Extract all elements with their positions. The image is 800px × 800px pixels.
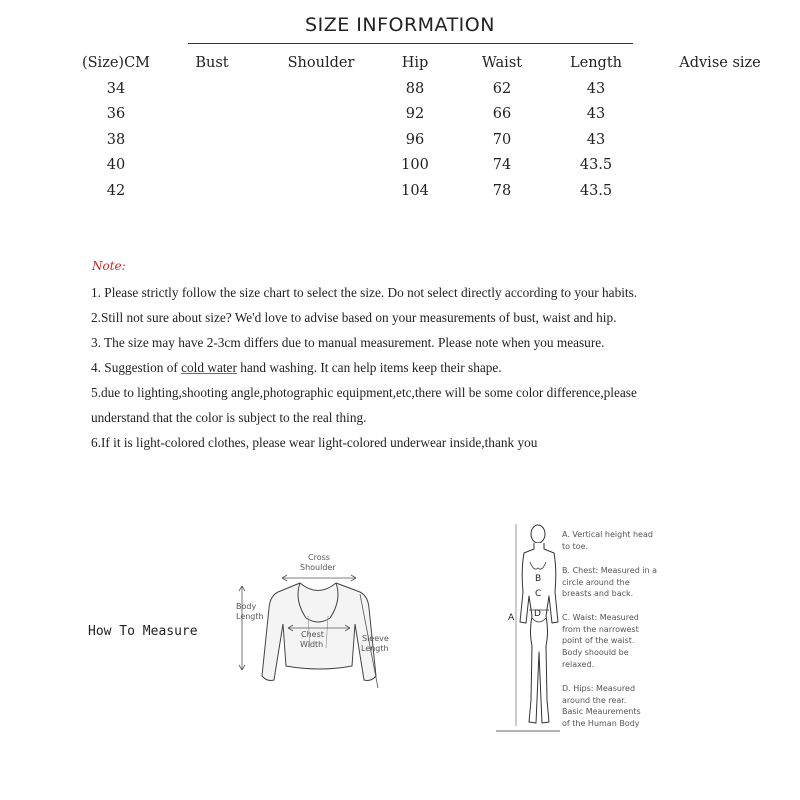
table-row — [0, 81, 800, 107]
measure-guide-d — [562, 683, 672, 730]
cell-waist: 62 — [492, 80, 512, 97]
label-chest: Chest — [301, 630, 324, 639]
note-item-4 — [91, 359, 751, 384]
garment-measure-diagram — [228, 548, 403, 698]
label-sleeve-length: Length — [361, 644, 389, 653]
label-cross: Cross — [308, 553, 330, 562]
label-shoulder: Shoulder — [300, 563, 336, 572]
guide-d-line: around the rear. — [562, 695, 627, 705]
cell-length: 43.5 — [579, 182, 613, 199]
label-sleeve: Sleeve — [362, 634, 389, 643]
table-row — [0, 132, 800, 158]
header-waist: Waist — [481, 55, 523, 71]
guide-c-line: Body shoould be — [562, 648, 629, 658]
guide-b-line: B. Chest: Measured in a — [562, 566, 658, 575]
note-item-5-continued: understand that the color is subject to the real thing. — [91, 410, 367, 425]
cell-size: 40 — [106, 157, 126, 173]
guide-c-line: from the narrowest — [562, 624, 639, 634]
guide-c-line: relaxed. — [562, 659, 595, 669]
title-underline — [188, 43, 633, 44]
header-bust: Bust — [195, 55, 229, 71]
cell-length: 43.5 — [579, 157, 613, 173]
cell-size: 34 — [106, 80, 126, 97]
guide-a-line: to toe. — [562, 541, 589, 551]
note-4-text-start: 4. Suggestion of — [91, 360, 182, 375]
note-item-5: 5.due to lighting,shooting angle,photographic equipment,etc,there will be some color difference,please — [91, 385, 637, 400]
guide-d-line: of the Human Body — [562, 719, 640, 729]
note-4-underlined-text: cold water — [181, 360, 237, 375]
label-body-length: Length — [236, 612, 264, 621]
guide-b-line: breasts and back. — [562, 589, 634, 599]
notes-list — [91, 284, 751, 459]
cell-waist: 66 — [492, 106, 512, 122]
note-label: Note: — [92, 259, 126, 273]
cell-hip: 104 — [401, 182, 429, 199]
cell-length: 43 — [586, 106, 606, 122]
guide-c-line: C. Waist: Measured — [562, 613, 639, 622]
table-row — [0, 157, 800, 183]
note-4-text-end: hand washing. It can help items keep their shape. — [236, 360, 502, 375]
cell-hip: 92 — [405, 106, 425, 122]
page-title: SIZE INFORMATION — [305, 14, 495, 36]
header-size: (Size)CM — [81, 55, 151, 71]
cell-waist: 70 — [492, 131, 512, 148]
header-advise-size: Advise size — [679, 55, 761, 71]
note-item-1: 1. Please strictly follow the size chart to select the size. Do not select directly according to your habits. — [91, 285, 638, 300]
cell-hip: 88 — [405, 80, 425, 97]
measure-guide-a — [562, 529, 672, 552]
human-body-icon — [520, 525, 558, 723]
letter-b: B — [535, 574, 542, 584]
cell-size: 42 — [106, 182, 126, 199]
label-body: Body — [236, 602, 257, 611]
guide-a-line: A. Vertical height head — [562, 530, 653, 539]
guide-b-line: circle around the — [562, 577, 630, 587]
cell-size: 36 — [106, 106, 126, 122]
guide-d-line: D. Hips: Measured — [562, 684, 636, 693]
body-measure-diagram — [496, 520, 560, 732]
guide-d-line: Basic Meaurements — [562, 707, 641, 717]
measure-guide-c — [562, 612, 672, 671]
letter-a: A — [508, 613, 515, 623]
header-shoulder: Shoulder — [287, 55, 355, 71]
cell-length: 43 — [586, 80, 606, 97]
note-item-2: 2.Still not sure about size? We'd love to advise based on your measurements of bust, waist and hip. — [91, 310, 617, 325]
how-to-measure-label: How To Measure — [88, 624, 198, 639]
note-item-6: 6.If it is light-colored clothes, please wear light-colored underwear inside,thank you — [91, 435, 538, 450]
size-table — [0, 55, 800, 208]
cell-waist: 74 — [492, 157, 512, 173]
measure-guide-b — [562, 565, 672, 600]
table-row — [0, 106, 800, 132]
letter-c: C — [535, 589, 542, 599]
header-hip: Hip — [401, 55, 429, 71]
label-chest-width: Width — [300, 640, 324, 649]
header-length: Length — [570, 55, 622, 71]
table-row — [0, 183, 800, 209]
cell-hip: 96 — [405, 131, 425, 148]
cell-length: 43 — [586, 131, 606, 148]
cell-waist: 78 — [492, 182, 512, 199]
cell-hip: 100 — [401, 157, 429, 173]
note-item-3: 3. The size may have 2-3cm differs due to manual measurement. Please note when you measure. — [91, 335, 605, 350]
letter-d: D — [534, 609, 541, 619]
cell-size: 38 — [106, 131, 126, 148]
table-header-row — [0, 55, 800, 81]
guide-c-line: point of the waist. — [562, 636, 635, 646]
